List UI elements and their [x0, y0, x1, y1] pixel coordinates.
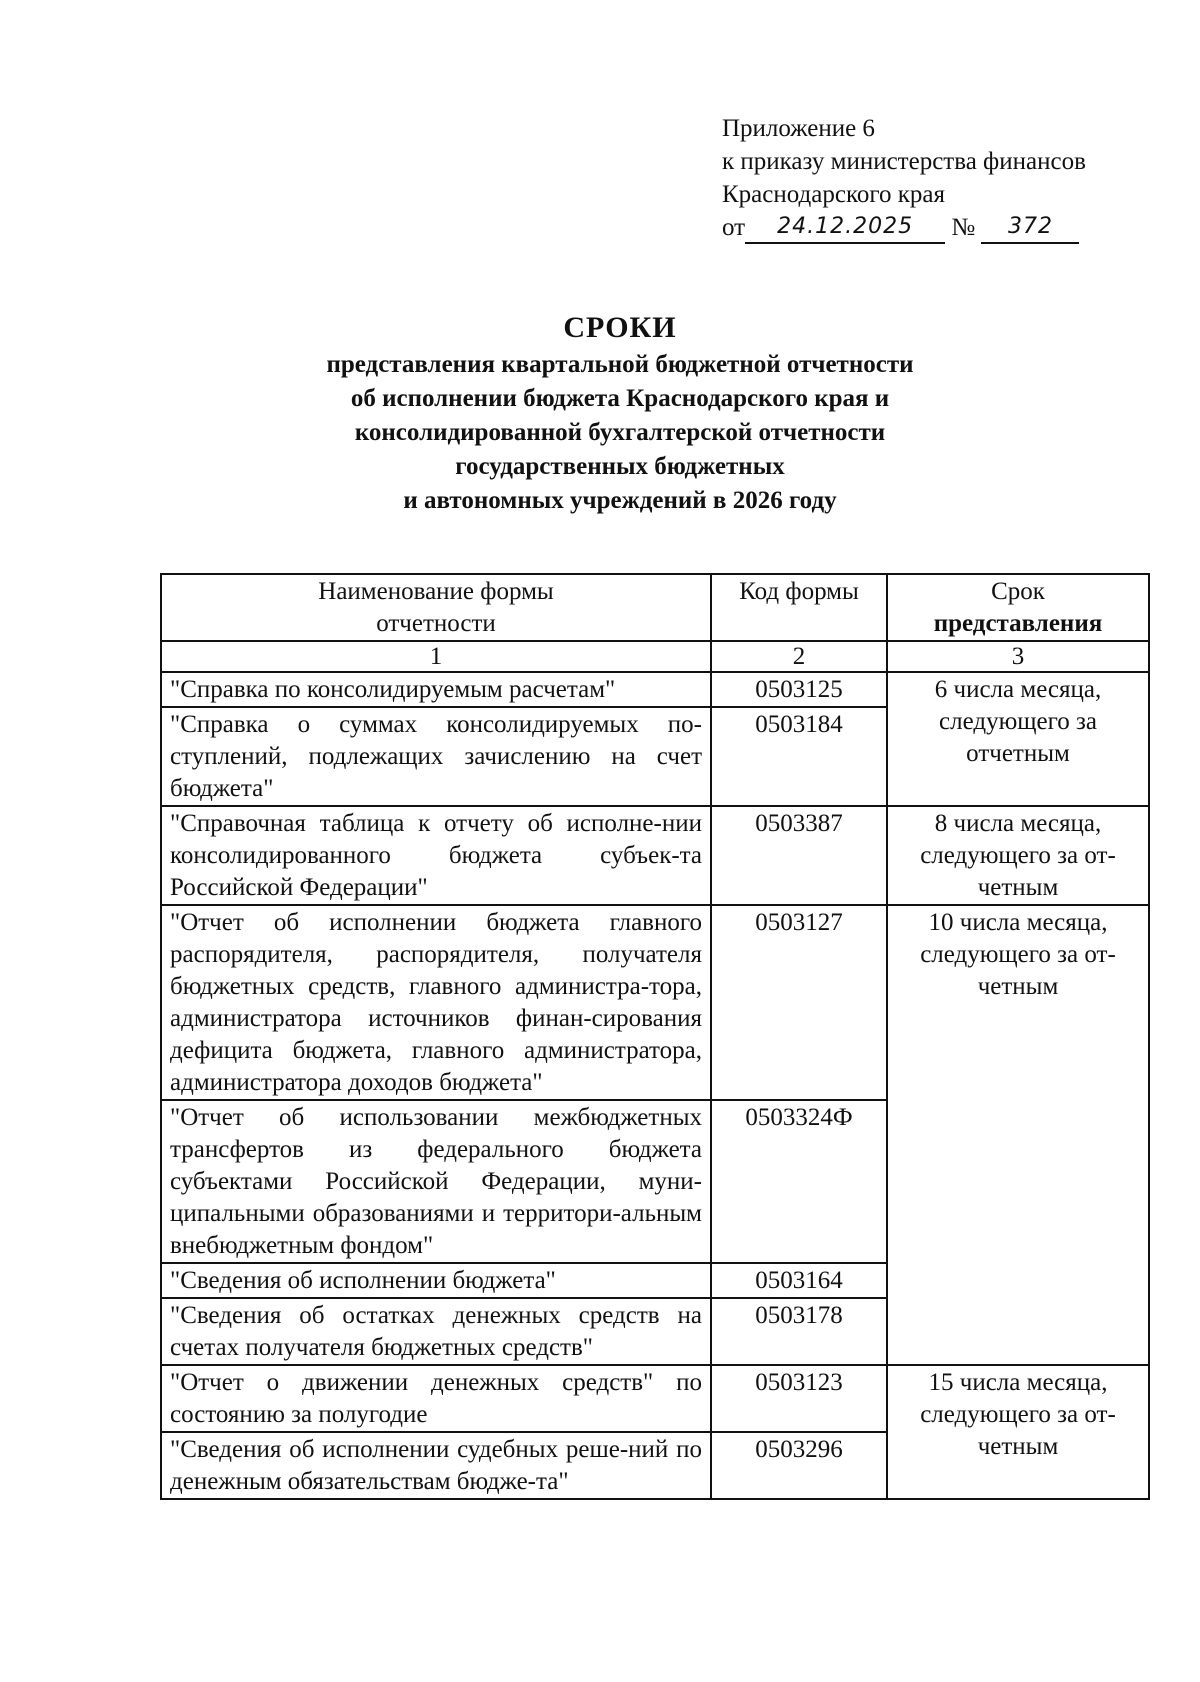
document-title	[200, 308, 1040, 518]
handwritten-number: 372	[981, 214, 1079, 244]
form-name: "Сведения об исполнении бюджета"	[161, 1263, 711, 1298]
form-code: 0503125	[711, 672, 887, 707]
deadlines-table	[160, 573, 1150, 1500]
submission-term: 15 числа месяца, следующего за от-четным	[887, 1365, 1149, 1499]
appendix-block	[722, 112, 1086, 244]
table-row	[161, 806, 1149, 905]
submission-term: 8 числа месяца, следующего за от-четным	[887, 806, 1149, 905]
form-code: 0503178	[711, 1298, 887, 1365]
form-code: 0503387	[711, 806, 887, 905]
form-code: 0503184	[711, 707, 887, 806]
form-code: 0503127	[711, 905, 887, 1100]
date-prefix: от	[722, 214, 746, 241]
form-name: "Отчет об использовании межбюджетных трансфертов из федерального бюджета субъектами Российской Федерации, муни-ципальными образованиями и территори-альным внебюджетным фондом"	[161, 1100, 711, 1263]
form-code: 0503296	[711, 1432, 887, 1499]
form-name: "Справочная таблица к отчету об исполне-нии консолидированного бюджета субъек-та Российской Федерации"	[161, 806, 711, 905]
appendix-order: к приказу министерства финансов	[722, 148, 1086, 175]
appendix-title: Приложение 6	[722, 115, 875, 142]
number-prefix: №	[951, 214, 976, 241]
form-name: "Справка о суммах консолидируемых по-ступлений, подлежащих зачислению на счет бюджета"	[161, 707, 711, 806]
title-line-2: об исполнении бюджета Краснодарского края и	[350, 385, 890, 412]
title-line-5: и автономных учреждений в 2026 году	[403, 487, 837, 514]
column-number-row	[161, 641, 1149, 672]
title-main: СРОКИ	[563, 311, 677, 344]
appendix-region: Краснодарского края	[722, 181, 945, 208]
table-row	[161, 905, 1149, 1100]
form-code: 0503324Ф	[711, 1100, 887, 1263]
handwritten-date: 24.12.2025	[745, 214, 945, 244]
form-code: 0503164	[711, 1263, 887, 1298]
form-name: "Отчет об исполнении бюджета главного распорядителя, распорядителя, получателя бюджетных средств, главного администра-тора, администратора источников финан-сирования дефицита бюджета, главного администратора, администратора доходов бюджета"	[161, 905, 711, 1100]
title-line-4: государственных бюджетных	[455, 453, 785, 480]
appendix-date-line	[722, 211, 1086, 244]
column-number: 2	[711, 641, 887, 672]
column-number: 1	[161, 641, 711, 672]
form-name: "Сведения об исполнении судебных реше-ний по денежным обязательствам бюдже-та"	[161, 1432, 711, 1499]
form-name: "Справка по консолидируемым расчетам"	[161, 672, 711, 707]
header-form-name: Наименование формы отчетности	[161, 574, 711, 641]
form-name: "Отчет о движении денежных средств" по состоянию за полугодие	[161, 1365, 711, 1432]
table-row	[161, 1365, 1149, 1432]
header-term: Срок представления	[887, 574, 1149, 641]
column-number: 3	[887, 641, 1149, 672]
form-code: 0503123	[711, 1365, 887, 1432]
header-form-code: Код формы	[711, 574, 887, 641]
title-line-1: представления квартальной бюджетной отчетности	[326, 351, 914, 378]
title-line-3: консолидированной бухгалтерской отчетности	[354, 419, 886, 446]
submission-term: 10 числа месяца, следующего за от-четным	[887, 905, 1149, 1365]
submission-term: 6 числа месяца, следующего за отчетным	[887, 672, 1149, 806]
form-name: "Сведения об остатках денежных средств на счетах получателя бюджетных средств"	[161, 1298, 711, 1365]
table-row	[161, 672, 1149, 707]
table-header-row	[161, 574, 1149, 641]
